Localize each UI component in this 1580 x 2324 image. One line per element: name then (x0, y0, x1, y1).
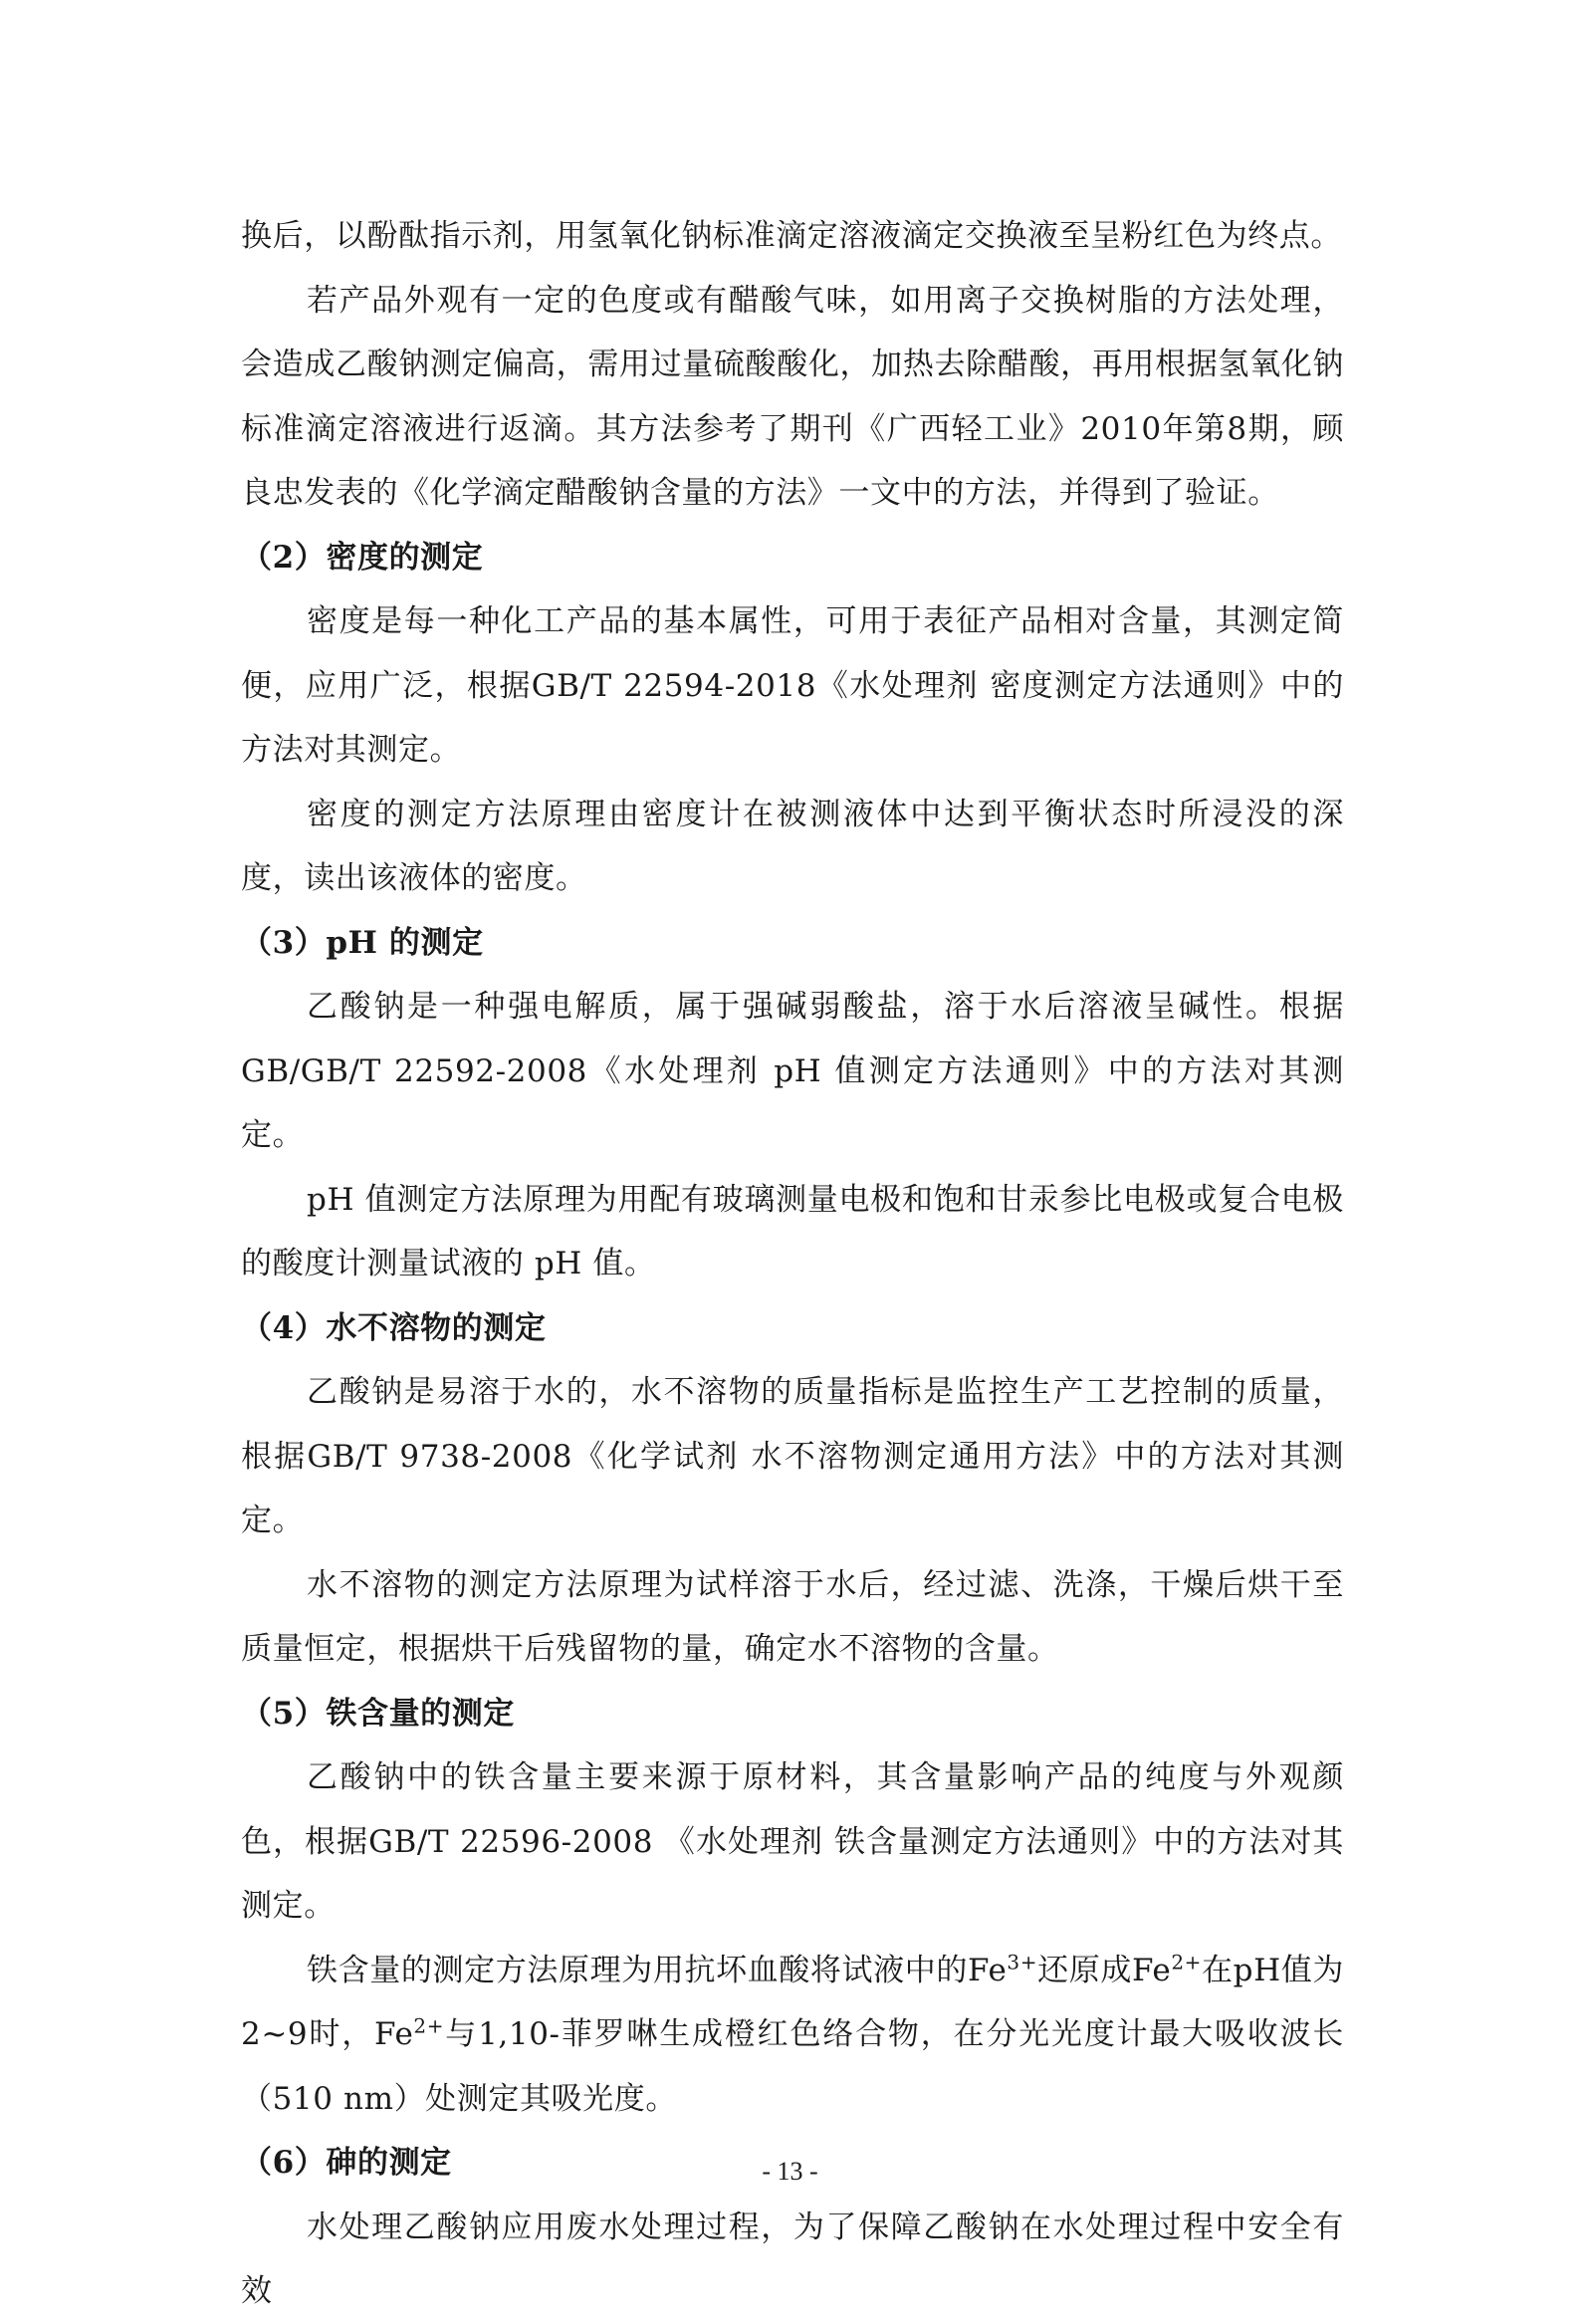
superscript: 3+ (1007, 1950, 1038, 1975)
paragraph: pH 值测定方法原理为用配有玻璃测量电极和饱和甘汞参比电极或复合电极的酸度计测量试液的 pH 值。 (241, 1181, 1344, 1281)
text-run: 在pH值为2~9时，Fe (241, 1952, 1344, 2052)
paragraph: 换后，以酚酞指示剂，用氢氧化钠标准滴定溶液滴定交换液至呈粉红色为终点。 (241, 218, 1342, 254)
superscript: 2+ (413, 2013, 445, 2038)
page-number: - 13 - (762, 2157, 818, 2186)
section-heading: （6）砷的测定 (241, 2145, 452, 2181)
paragraph-iron-method (241, 1939, 1344, 2132)
section-heading: （4）水不溶物的测定 (241, 1309, 547, 1346)
paragraph: 水不溶物的测定方法原理为试样溶于水后，经过滤、洗涤，干燥后烘干至质量恒定，根据烘干后残留物的量，确定水不溶物的含量。 (241, 1566, 1344, 1667)
text-run: 与1,10-菲罗啉生成橙红色络合物，在分光光度计最大吸收波长（510 nm）处测定其吸光度。 (241, 2016, 1344, 2117)
paragraph: 密度是每一种化工产品的基本属性，可用于表征产品相对含量，其测定简便，应用广泛，根据GB/T 22594-2018《水处理剂 密度测定方法通则》中的方法对其测定。 (241, 603, 1344, 768)
text-run: 还原成Fe (1037, 1952, 1172, 1988)
paragraph: 密度的测定方法原理由密度计在被测液体中达到平衡状态时所浸没的深度，读出该液体的密度。 (241, 796, 1344, 896)
section-heading: （5）铁含量的测定 (241, 1695, 515, 1732)
paragraph: 乙酸钠中的铁含量主要来源于原材料，其含量影响产品的纯度与外观颜色，根据GB/T 22596-2008 《水处理剂 铁含量测定方法通则》中的方法对其测定。 (241, 1759, 1344, 1924)
paragraph: 乙酸钠是一种强电解质，属于强碱弱酸盐，溶于水后溶液呈碱性。根据GB/GB/T 22592-2008《水处理剂 pH 值测定方法通则》中的方法对其测定。 (241, 989, 1344, 1153)
paragraph: 水处理乙酸钠应用废水处理过程，为了保障乙酸钠在水处理过程中安全有效 (241, 2208, 1344, 2309)
superscript: 2+ (1171, 1950, 1203, 1975)
section-heading: （2）密度的测定 (241, 539, 484, 576)
text-run: 铁含量的测定方法原理为用抗坏血酸将试液中的Fe (307, 1952, 1008, 1988)
paragraph: 若产品外观有一定的色度或有醋酸气味，如用离子交换树脂的方法处理，会造成乙酸钠测定偏高，需用过量硫酸酸化，加热去除醋酸，再用根据氢氧化钠标准滴定溶液进行返滴。其方法参考了期刊《广西轻工业》2010年第8期，顾良忠发表的《化学滴定醋酸钠含量的方法》一文中的方法，并得到了验证。 (241, 282, 1344, 511)
paragraph: 乙酸钠是易溶于水的，水不溶物的质量指标是监控生产工艺控制的质量，根据GB/T 9738-2008《化学试剂 水不溶物测定通用方法》中的方法对其测定。 (241, 1374, 1344, 1538)
section-heading: （3）pH 的测定 (241, 924, 484, 961)
page-body (241, 204, 1344, 2324)
